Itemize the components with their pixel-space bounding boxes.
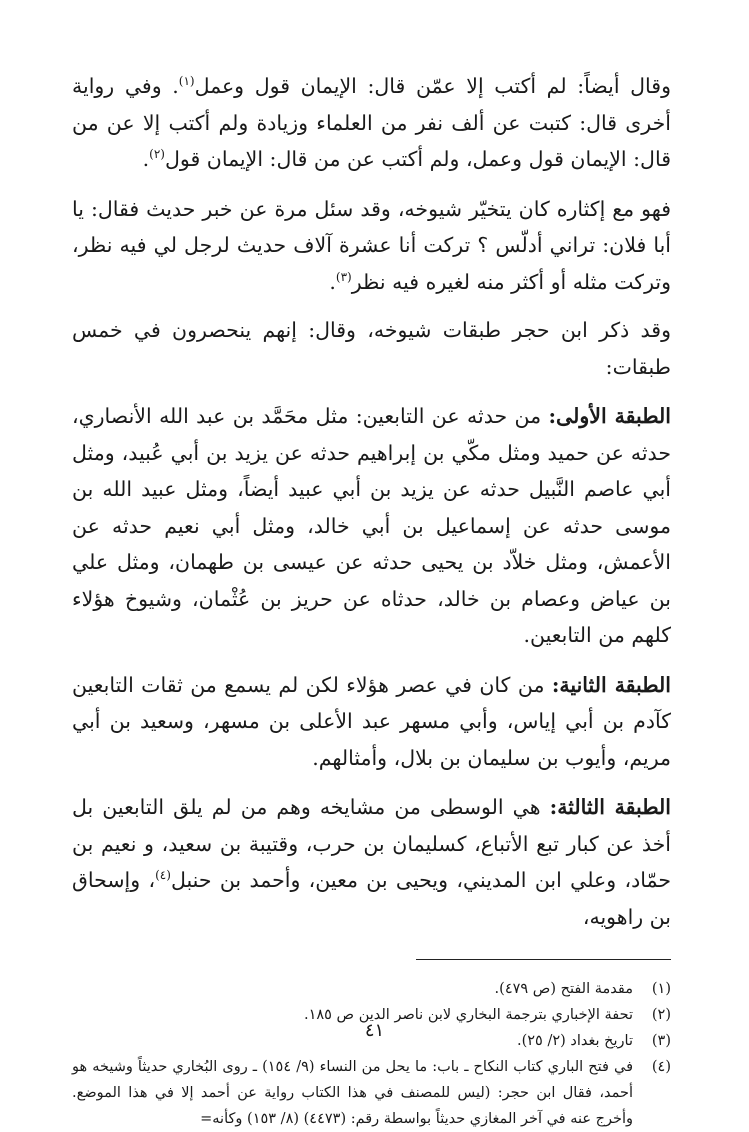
page-number: ٤١ [364, 1020, 385, 1041]
paragraph-text: . [329, 269, 336, 294]
footnote-ref-3[interactable]: (٣) [335, 269, 352, 284]
paragraph-text: فهو مع إكثاره كان يتخيّر شيوخه، وقد سئل مرة عن خبر حديث فقال: يا أبا فلان: تراني أدلّس ؟ تركت أنا عشرة آلاف حديث لرجل لي فيه نظر، وتركت مثله أو أكثر منه لغيره فيه نظر [72, 196, 671, 294]
paragraph-text: . [142, 147, 150, 171]
footnote-ref-1[interactable]: (١) [178, 74, 195, 89]
footnote-text: في فتح الباري كتاب النكاح ـ باب: ما يحل من النساء (٩/ ١٥٤) ـ روى البُخاري حديثاً وشيخه هو أحمد، فقال ابن حجر: (ليس للمصنف في هذا الكتاب رواية عن أحمد إلا في هذا الموضع. وأخرج عنه في آخر المغازي حديثاً بواسطة رقم: (٤٤٧٣) (٨/ ١٥٣) وكأنه= [72, 1059, 634, 1127]
footnote-text: تحفة الإخباري بترجمة البخاري لابن ناصر الدين ص ١٨٥. [303, 1007, 633, 1023]
paragraph-text: ، وإسحاق بن راهويه، [72, 868, 671, 929]
section-heading: الطبقة الثانية: [551, 672, 671, 697]
footnote-text: مقدمة الفتح (ص ٤٧٩). [494, 981, 633, 997]
footnote-divider [416, 959, 671, 960]
paragraph-iman-quote [72, 68, 671, 178]
footnote-item [72, 976, 671, 1002]
paragraph-choosing-shaykhs [72, 191, 671, 301]
footnote-number: (٢) [651, 1007, 671, 1023]
paragraph-text: هي الوسطى من مشايخه وهم من لم يلق التابعين بل أخذ عن كبار تبع الأتباع، كسليمان بن حرب، وقتيبة بن سعيد، و نعيم بن حمّاد، وعلي ابن المديني، ويحيى بن معين، وأحمد بن حنبل [72, 795, 671, 892]
paragraph-text: وقال أيضاً: لم أكتب إلا عمّن قال: الإيمان قول وعمل [194, 74, 671, 98]
paragraph-text: وقد ذكر ابن حجر طبقات شيوخه، وقال: إنهم ينحصرون في خمس طبقات: [72, 318, 671, 379]
footnote-number: (١) [651, 981, 671, 997]
footnote-number: (٤) [651, 1059, 671, 1075]
footnote-text: تاريخ بغداد (٢/ ٢٥). [516, 1033, 633, 1049]
paragraph-five-tabaqat [72, 312, 671, 385]
footnote-number: (٣) [651, 1033, 671, 1049]
section-heading: الطبقة الثالثة: [549, 795, 671, 819]
footnote-ref-2[interactable]: (٢) [149, 147, 165, 162]
section-heading: الطبقة الأولى: [548, 404, 671, 428]
footnote-item [72, 1054, 671, 1132]
footnotes [72, 976, 671, 1132]
footnote-ref-4[interactable]: (٤) [155, 868, 171, 883]
paragraph-tabaqa-1 [72, 398, 671, 654]
paragraph-text: . وفي رواية أخرى قال: كتبت عن ألف نفر من العلماء وزيادة ولم أكتب إلا عن من قال: الإيمان قول وعمل، ولم أكتب عن من قال: الإيمان قول [72, 74, 671, 171]
paragraph-tabaqa-3 [72, 789, 671, 935]
paragraph-tabaqa-2 [72, 667, 671, 777]
paragraph-text: من حدثه عن التابعين: مثل محَمَّد بن عبد الله الأنصاري، حدثه عن حميد ومثل مكّي بن إبراهيم حدثه عن يزيد بن أبي عُبيد، ومثل أبي عاصم النَّبيل حدثه عن يزيد بن أبي عبيد أيضاً، ومثل عبيد الله بن موسى حدثه عن إسماعيل بن أبي خالد، ومثل أبي نعيم حدثه عن الأعمش، ومثل خلاّد بن يحيى حدثه عن عيسى بن طهمان، ومثل علي بن عياض وعصام بن خالد، حدثاه عن حريز بن عُثْمان، وشيوخ هؤلاء كلهم من التابعين. [72, 404, 671, 647]
paragraph-text: من كان في عصر هؤلاء لكن لم يسمع من ثقات التابعين كآدم بن أبي إياس، وأبي مسهر عبد الأعلى بن مسهر، وسعيد بن أبي مريم، وأيوب بن سليمان بن بلال، وأمثالهم. [72, 672, 671, 770]
